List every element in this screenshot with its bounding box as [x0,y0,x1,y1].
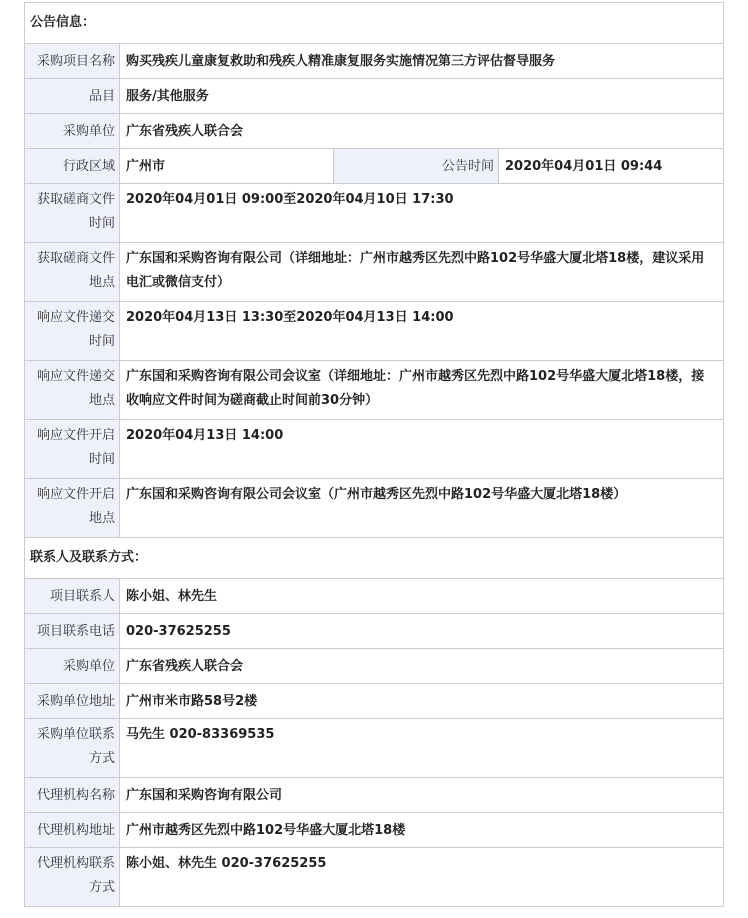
table-row [25,778,724,813]
agency-address-label: 代理机构地址 [25,813,120,848]
agency-contact-value: 陈小姐、林先生 020-37625255 [120,848,724,907]
purchaser-unit-value: 广东省残疾人联合会 [120,649,724,684]
project-phone-value: 020-37625255 [120,614,724,649]
category-label: 品目 [25,79,120,114]
contact-section-header: 联系人及联系方式： [25,538,724,579]
agency-name-label: 代理机构名称 [25,778,120,813]
purchaser-contact-value: 马先生 020-83369535 [120,719,724,778]
table-row [25,149,724,184]
response-submit-place-value: 广东国和采购咨询有限公司会议室（详细地址：广州市越秀区先烈中路102号华盛大厦北塔18楼，接收响应文件时间为磋商截止时间前30分钟） [120,361,724,420]
response-open-time-value: 2020年04月13日 14:00 [120,420,724,479]
purchaser-contact-label: 采购单位联系方式 [25,719,120,778]
doc-obtain-place-label: 获取磋商文件地点 [25,243,120,302]
response-open-place-label: 响应文件开启地点 [25,479,120,538]
project-contact-value: 陈小姐、林先生 [120,579,724,614]
project-name-label: 采购项目名称 [25,44,120,79]
project-contact-label: 项目联系人 [25,579,120,614]
response-open-time-label: 响应文件开启时间 [25,420,120,479]
doc-obtain-time-value: 2020年04月01日 09:00至2020年04月10日 17:30 [120,184,724,243]
response-submit-place-label: 响应文件递交地点 [25,361,120,420]
table-row [25,479,724,538]
table-row [25,184,724,243]
doc-obtain-place-value: 广东国和采购咨询有限公司（详细地址：广州市越秀区先烈中路102号华盛大厦北塔18楼，建议采用电汇或微信支付） [120,243,724,302]
table-row [25,813,724,848]
response-submit-time-label: 响应文件递交时间 [25,302,120,361]
table-row [25,684,724,719]
table-row [25,848,724,907]
project-name-value: 购买残疾儿童康复救助和残疾人精准康复服务实施情况第三方评估督导服务 [120,44,724,79]
publish-time-label: 公告时间 [334,149,499,184]
response-open-place-value: 广东国和采购咨询有限公司会议室（广州市越秀区先烈中路102号华盛大厦北塔18楼） [120,479,724,538]
table-row [25,649,724,684]
agency-contact-label: 代理机构联系方式 [25,848,120,907]
publish-time-value: 2020年04月01日 09:44 [499,149,724,184]
table-row [25,420,724,479]
purchaser-address-label: 采购单位地址 [25,684,120,719]
response-submit-time-value: 2020年04月13日 13:30至2020年04月13日 14:00 [120,302,724,361]
notice-section-header: 公告信息： [25,3,724,44]
announcement-table [24,2,724,907]
table-row [25,44,724,79]
agency-address-value: 广州市越秀区先烈中路102号华盛大厦北塔18楼 [120,813,724,848]
table-row [25,114,724,149]
table-row [25,361,724,420]
doc-obtain-time-label: 获取磋商文件时间 [25,184,120,243]
region-value: 广州市 [120,149,334,184]
announcement-info-panel [24,2,723,907]
category-value: 服务/其他服务 [120,79,724,114]
table-row [25,614,724,649]
table-row [25,79,724,114]
table-row [25,719,724,778]
purchaser-value: 广东省残疾人联合会 [120,114,724,149]
purchaser-label: 采购单位 [25,114,120,149]
project-phone-label: 项目联系电话 [25,614,120,649]
table-row [25,579,724,614]
region-label: 行政区域 [25,149,120,184]
table-row [25,243,724,302]
table-row [25,302,724,361]
purchaser-unit-label: 采购单位 [25,649,120,684]
purchaser-address-value: 广州市米市路58号2楼 [120,684,724,719]
agency-name-value: 广东国和采购咨询有限公司 [120,778,724,813]
